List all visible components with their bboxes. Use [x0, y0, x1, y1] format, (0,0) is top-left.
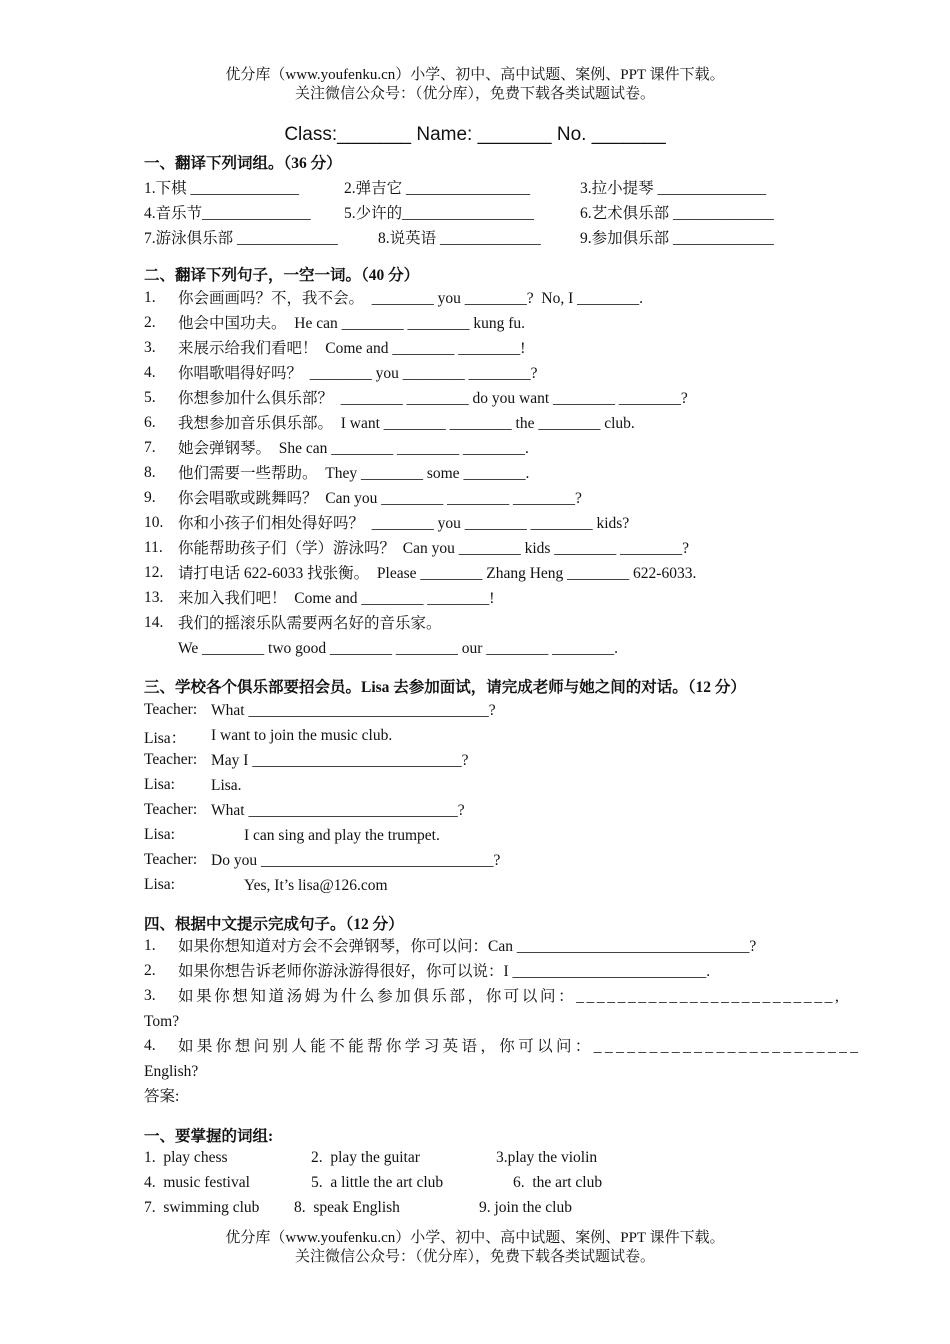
footer-line-2: 关注微信公众号：（优分库），免费下载各类试题试卷。	[294, 1249, 655, 1265]
section2-heading: 二、翻译下列句子，一空一词。（40 分）	[144, 267, 420, 284]
question-number: 2.	[144, 314, 156, 331]
dialogue-speaker: Teacher:	[144, 751, 198, 768]
question-number: 6.	[144, 414, 156, 431]
section4-heading: 四、根据中文提示完成句子。（12 分）	[144, 916, 404, 933]
question-number: 11.	[144, 539, 163, 556]
dialogue-speaker: Lisa：	[144, 730, 187, 747]
question-number: 13.	[144, 589, 164, 606]
question-text: 如果你想问别人能不能帮你学习英语，你可以问：________________________	[178, 1038, 862, 1055]
dialogue-speaker: Teacher:	[144, 701, 198, 718]
question-text: 你唱歌唱得好吗？ ________ you ________ ________?	[178, 365, 538, 382]
dialogue-line: Yes, It’s lisa@126.com	[244, 877, 388, 894]
answer-item: 9. join the club	[479, 1199, 572, 1216]
header-line-2: 关注微信公众号：（优分库），免费下载各类试题试卷。	[294, 86, 655, 102]
question-number: 4.	[144, 1037, 156, 1054]
answer-item: 5. a little the art club	[311, 1174, 444, 1191]
question-number: 7.	[144, 439, 156, 456]
answer-item: 2. play the guitar	[311, 1149, 420, 1166]
dialogue-line: Do you ______________________________?	[211, 852, 501, 869]
phrase-item: 9.参加俱乐部 _____________	[580, 230, 774, 247]
header-line-1: 优分库（www.youfenku.cn）小学、初中、高中试题、案例、PPT 课件下载。	[225, 67, 725, 83]
question-text-continued: Tom?	[144, 1013, 180, 1030]
dialogue-speaker: Teacher:	[144, 851, 198, 868]
phrase-item: 6.艺术俱乐部 _____________	[580, 205, 774, 222]
answer-item: 7. swimming club	[144, 1199, 260, 1216]
answer-item: 3.play the violin	[496, 1149, 598, 1166]
answers-label: 答案:	[144, 1088, 180, 1105]
question-text-continued: We ________ two good ________ ________ our ________ ________.	[178, 640, 619, 657]
question-text: 你和小孩子们相处得好吗？ ________ you ________ ________ kids?	[178, 515, 630, 532]
dialogue-line: I can sing and play the trumpet.	[244, 827, 440, 844]
question-text: 你会唱歌或跳舞吗？ Can you ________ ________ ________?	[178, 490, 582, 507]
answers-heading: 一、要掌握的词组:	[144, 1128, 274, 1145]
page-header	[0, 66, 950, 104]
question-number: 9.	[144, 489, 156, 506]
answer-item: 1. play chess	[144, 1149, 228, 1166]
question-text: 来加入我们吧！ Come and ________ ________!	[178, 590, 495, 607]
dialogue-line: I want to join the music club.	[211, 727, 393, 744]
question-number: 1.	[144, 937, 156, 954]
question-number: 12.	[144, 564, 164, 581]
question-text: 如果你想告诉老师你游泳游得很好，你可以说：I _________________________.	[178, 963, 711, 980]
phrase-item: 1.下棋 ______________	[144, 180, 300, 197]
question-number: 2.	[144, 962, 156, 979]
question-text: 我想参加音乐俱乐部。 I want ________ ________ the ________ club.	[178, 415, 635, 432]
page-title: Class:_______ Name: _______ No. _______	[284, 124, 666, 145]
dialogue-speaker: Lisa:	[144, 876, 175, 893]
answer-item: 4. music festival	[144, 1174, 250, 1191]
dialogue-line: Lisa.	[211, 777, 242, 794]
answer-item: 8. speak English	[294, 1199, 400, 1216]
phrase-item: 3.拉小提琴 ______________	[580, 180, 767, 197]
phrase-item: 8.说英语 _____________	[378, 230, 541, 247]
phrase-item: 7.游泳俱乐部 _____________	[144, 230, 338, 247]
question-text: 如果你想知道汤姆为什么参加俱乐部，你可以问：_________________________,	[178, 988, 842, 1005]
question-text-continued: English?	[144, 1063, 199, 1080]
dialogue-speaker: Teacher:	[144, 801, 198, 818]
dialogue-speaker: Lisa:	[144, 826, 175, 843]
phrase-item: 2.弹吉它 ________________	[344, 180, 531, 197]
question-text: 你会画画吗？不，我不会。 ________ you ________? No, I ________.	[178, 290, 643, 307]
question-text: 他会中国功夫。 He can ________ ________ kung fu.	[178, 315, 525, 332]
question-number: 3.	[144, 339, 156, 356]
dialogue-line: What ___________________________?	[211, 802, 465, 819]
question-number: 1.	[144, 289, 156, 306]
footer-line-1: 优分库（www.youfenku.cn）小学、初中、高中试题、案例、PPT 课件下载。	[225, 1230, 725, 1246]
phrase-item: 5.少许的_________________	[344, 205, 534, 222]
question-text: 他们需要一些帮助。 They ________ some ________.	[178, 465, 530, 482]
question-text: 请打电话 622-6033 找张衡。 Please ________ Zhang Heng ________ 622-6033.	[178, 565, 697, 582]
dialogue-line: May I ___________________________?	[211, 752, 469, 769]
question-number: 3.	[144, 987, 156, 1004]
question-number: 5.	[144, 389, 156, 406]
phrase-item: 4.音乐节______________	[144, 205, 311, 222]
question-text: 她会弹钢琴。 She can ________ ________ ________.	[178, 440, 529, 457]
dialogue-line: What _______________________________?	[211, 702, 496, 719]
question-number: 8.	[144, 464, 156, 481]
answer-item: 6. the art club	[513, 1174, 603, 1191]
page-footer	[0, 1229, 950, 1267]
question-number: 14.	[144, 614, 164, 631]
section1-heading: 一、翻译下列词组。（36 分）	[144, 155, 342, 172]
question-text: 来展示给我们看吧！ Come and ________ ________!	[178, 340, 526, 357]
question-text: 你能帮助孩子们（学）游泳吗？ Can you ________ kids ________ ________?	[178, 540, 690, 557]
question-text: 你想参加什么俱乐部？ ________ ________ do you want ________ ________?	[178, 390, 688, 407]
question-number: 10.	[144, 514, 164, 531]
dialogue-speaker: Lisa:	[144, 776, 175, 793]
section3-heading: 三、学校各个俱乐部要招会员。Lisa 去参加面试，请完成老师与她之间的对话。（12 分）	[144, 679, 746, 696]
question-text: 如果你想知道对方会不会弹钢琴，你可以问：Can ______________________________?	[178, 938, 757, 955]
question-number: 4.	[144, 364, 156, 381]
question-text: 我们的摇滚乐队需要两名好的音乐家。	[178, 615, 442, 632]
